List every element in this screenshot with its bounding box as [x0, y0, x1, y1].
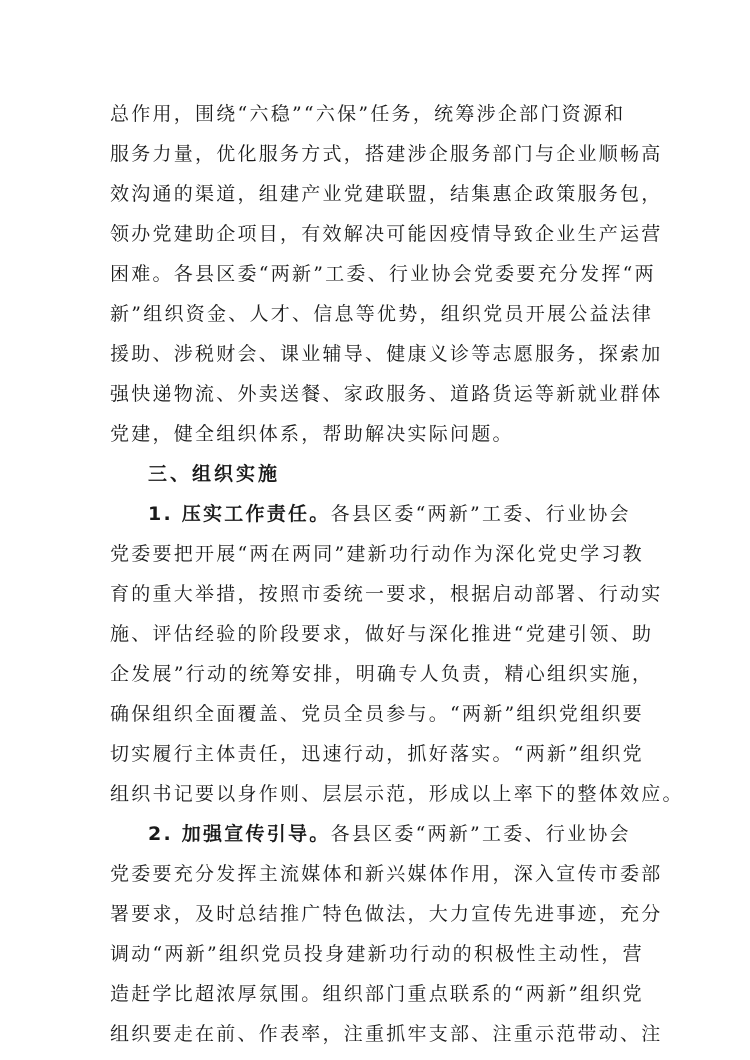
paragraph-line: 署要求，及时总结推广特色做法，大力宣传先进事迹，充分	[110, 903, 663, 925]
section-heading: 三、组织实施	[148, 463, 281, 485]
paragraph-line: 效沟通的渠道，组建产业党建联盟，结集惠企政策服务包，	[110, 183, 663, 205]
item1-first-line	[148, 494, 650, 534]
paragraph-line: 确保组织全面覆盖、党员全员参与。“两新”组织党组织要	[110, 703, 644, 725]
paragraph-line: 切实履行主体责任，迅速行动，抓好落实。“两新”组织党	[110, 743, 644, 765]
paragraph-line: 组织书记要以身作则、层层示范，形成以上率下的整体效应。	[110, 783, 684, 805]
paragraph-line: 服务力量，优化服务方式，搭建涉企服务部门与企业顺畅高	[110, 143, 663, 165]
paragraph-line: 育的重大举措，按照市委统一要求，根据启动部署、行动实	[110, 583, 663, 605]
paragraph-line: 新”组织资金、人才、信息等优势，组织党员开展公益法律	[110, 303, 654, 325]
paragraph-line: 领办党建助企项目，有效解决可能因疫情导致企业生产运营	[110, 223, 663, 245]
paragraph-line: 困难。各县区委“两新”工委、行业协会党委要充分发挥“两	[110, 263, 656, 285]
paragraph-line: 总作用，围绕“六稳”“六保”任务，统筹涉企部门资源和	[110, 103, 626, 125]
paragraph-line: 党建，健全组织体系，帮助解决实际问题。	[110, 423, 514, 445]
item2-title: 2. 加强宣传引导。	[148, 823, 331, 845]
paragraph-line: 组织要走在前、作表率，注重抓牢支部、注重示范带动、注	[110, 1023, 663, 1045]
item1-title: 1. 压实工作责任。	[148, 503, 331, 525]
paragraph-line: 造赶学比超浓厚氛围。组织部门重点联系的“两新”组织党	[110, 983, 644, 1005]
item2-first-line-text: 各县区委“两新”工委、行业协会	[330, 823, 631, 845]
item1-first-line-text: 各县区委“两新”工委、行业协会	[330, 503, 631, 525]
paragraph-line: 党委要把开展“两在两同”建新功行动作为深化党史学习教	[110, 543, 644, 565]
paragraph-line: 企发展”行动的统筹安排，明确专人负责，精心组织实施，	[110, 663, 654, 685]
item2-first-line	[148, 814, 650, 854]
paragraph-line: 党委要充分发挥主流媒体和新兴媒体作用，深入宣传市委部	[110, 863, 663, 885]
paragraph-line: 援助、涉税财会、课业辅导、健康义诊等志愿服务，探索加	[110, 343, 663, 365]
paragraph-line: 施、评估经验的阶段要求，做好与深化推进“党建引领、助	[110, 623, 654, 645]
paragraph-line: 调动“两新”组织党员投身建新功行动的积极性主动性，营	[110, 943, 644, 965]
paragraph-line: 强快递物流、外卖送餐、家政服务、道路货运等新就业群体	[110, 383, 663, 405]
